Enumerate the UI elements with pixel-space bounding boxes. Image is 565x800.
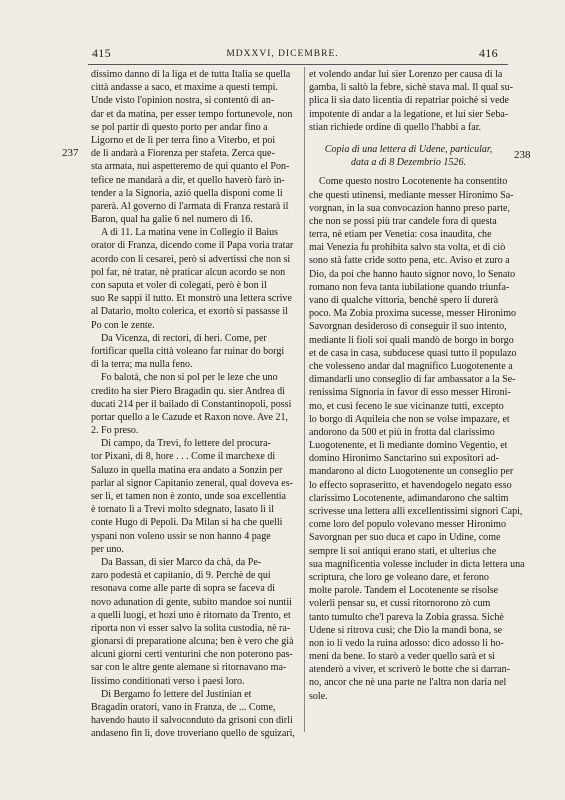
text-line: Bragadin oratori, vano in Franza, de ... Come, [91,702,276,713]
text-line: stian richiede ordine di quello l'habbi a far. [309,121,481,133]
text-line: havendo hauto il salvoconduto da grisoni con dirli [91,715,293,727]
text-line: poco. Ma Zobia proxima sucesse, messer Hironimo [309,308,517,320]
right-page-number: 416 [479,46,498,60]
column-divider [304,67,305,732]
text-line: mai Venezia fu prohibita salvo sta volta, et di ciò [309,242,506,254]
margin-number-right: 238 [514,149,531,161]
text-line: fortificar quella città voleano far ruinar do borgi [91,345,285,357]
margin-number-left: 237 [62,147,79,159]
text-line: tanto tumulto che'l pareva la Zobia grassa. Sichè [309,611,504,623]
text-line: che questi utinensi, mediante messer Hironimo Sa- [309,189,514,201]
text-line: dimandarli uno conseglio di far ambassator a la Se- [309,374,516,386]
text-line: tor Pixani, di 8, hore . . . Come il marchexe di [91,451,276,463]
text-line: mo, et cusì feceno le sue vicinanze tutti, excepto [309,400,504,412]
text-line: che non se possi più trar candele fora di questa [309,215,497,227]
text-line: sta armata, nui aspetteremo de qui quanto el Pon- [91,161,290,173]
text-line: Savorgnan per suo duca et capo in Udine, come [309,532,501,544]
text-line: non io li vedo la ruina adosso: dico adosso li ho- [309,637,504,649]
text-line: Dio, da poi che hanno hauto signor novo, lo Senato [309,268,516,280]
text-line: che volesseno andar dal magnifico Luogotenente a [309,360,513,372]
text-line: con saputa et voler di colegati, però è bon il [91,280,267,291]
text-line: plica li sia dato licentia di repatriar poichè si vede [309,95,510,107]
text-line: no, ancor che nè una parte ne l'altra non daria nel [309,677,507,689]
text-line: scriptura, che loro ge voleano dare, et ferono [309,571,489,583]
text-line: orator di Franza, dicendo come il Papa voria tratar [91,240,294,252]
text-line: renissima Signoria in favor di esso messer Hironi- [309,387,511,399]
text-line: dar et da matina, per esser tempo fortunevole, non [91,108,293,120]
text-line: et volendo andar lui sier Lorenzo per causa di la [309,69,503,80]
text-line: sono stà fatte cride sotto pena, etc. Aviso et zuro a [309,255,510,267]
text-line: Udene si ritrova cusì; che Dio la mandi bona, se [309,624,503,636]
text-line: Po con le zente. [91,319,155,331]
header-rule [88,64,508,65]
text-line: de lì andarà a Fiorenza per stafeta. Zerca que- [91,148,275,160]
text-line: lissimo conditionati verso i paesi loro. [91,675,245,687]
text-line: vorgnan, in la sua convocazion hanno preso parte, [309,202,510,214]
text-line: andaseno fin lì, dove troveriano quello de sguizari, [91,728,295,740]
text-line: dissimo danno di la liga et de tutta Italia se quella [91,69,291,80]
text-line: mandarono al dicto Luogotenente un conseglio per [309,466,514,478]
text-line: volerli pensar su, et cussì ritornorono zò cum [309,598,491,610]
text-line: zaro podestà et capitanio, di 9. Perchè de qui [91,570,271,582]
text-line: romano non feva tanta iubilatione quando triunfa- [309,281,510,293]
text-line: sole. [309,690,328,702]
text-line: come loro del populo volevano messer Hironimo [309,519,506,531]
text-line: vano di qualche vittoria, benchè spero li durerà [309,295,499,306]
text-line: domino Hironimo Sanctarino sui expositori ad- [309,453,500,465]
text-line: alcuni giorni certi venturini che non poterono pas- [91,649,293,661]
text-line: conte Hugo di Pepoli. Da Milan si ha che quelli [91,517,283,529]
text-line: sua magnificentia volesse includer in dicta lettera una [309,558,525,570]
text-line: al Datario, molto colerica, et exortò si passasse il [91,306,288,318]
text-line: novo adunation di gente, subito mandoe soi nuntii [91,596,292,608]
text-line: gamba, li saltò la febre, sichè stava mal. Il qual su- [309,82,513,94]
letter-heading-line: data a dì 8 Dezembrio 1526. [351,157,466,169]
text-line: resonava come alle parte di sopra se faceva di [91,583,276,595]
text-line: atenderò a viver, et scriverò le botte che si darran- [309,664,510,676]
text-line: Saluzo in quella matina era andato a Sonzin per [91,464,283,476]
text-line: ducati 214 per il bailado di Constantinopoli, possi [91,398,292,410]
text-line: meni da bene. Io starò a veder quello sarà et si [309,651,496,663]
letter-heading-line: Copia di una lettera di Udene, particular, [324,143,493,155]
text-line: a quelli luogi, et hozi uno è ritornato da Trento, et [91,609,291,621]
text-line: Baron, qual ha galie 6 nel numero di 16. [91,214,253,226]
text-line: yspani non voleno ussir se non hanno 4 page [91,530,271,542]
text-line: tender a la Signoria, azió quella disponi come li [91,187,283,199]
text-line: clarissimo Locotenente, adimandarono che saltim [309,492,509,504]
text-line: è tornato lì a Trevi molto sdegnato, lasato lì il [91,504,275,516]
text-line: lo borgo di Aquileia che non se volse impazare, et [309,413,510,425]
text-line: 2. Fo preso. [91,425,139,437]
text-line: Ligorno et de lì per terra fino a Viterbo, et poi [91,134,276,146]
text-line: terra, nè etiam per Venetia: cosa inaudita, che [309,229,492,241]
left-text-column [91,68,299,741]
text-line: riporta non vi esser salvo la solita custodia, nè ra- [91,622,291,634]
text-line: et de casa in casa, subducese quasi tutto il populazo [309,347,517,359]
text-line: pol far, nè tratar, nè praticar alcun acordo se non [91,266,286,278]
left-page-number: 415 [92,46,111,60]
text-line: gionarsi di preparatione alcuna; ben è vero che già [91,636,294,648]
text-line: Da Bassan, di sier Marco da chà, da Pe- [101,556,262,568]
text-line: suo Re sappi il tutto. Et monstrò una lettera scrive [91,293,292,305]
text-line: parlar al signor Capitanio zeneral, qual doveva es- [91,477,293,489]
text-line: scrivesse una lettera alli excellentissimi signori Capi, [309,506,523,517]
text-line: Unde visto l'opinion nostra, si contentò di an- [91,95,275,107]
text-line: Da Vicenza, di rectori, di heri. Come, per [101,332,267,344]
text-line: Savorgnan desideroso di conseguir il suo intento, [309,321,507,333]
text-line: Luogotenente, et lì mediante domino Vegentio, et [309,440,508,452]
text-line: Fo balotà, che non si pol per le leze che uno [101,372,278,384]
text-line: ser lì, et tamen non è zonto, unde soa excellentia [91,491,287,502]
text-line: se pol partir di questo porto per andar fino a [91,121,268,133]
text-line: andorono da 500 et più in frotta dal clarissimo [309,426,495,438]
text-line: credito ha sier Piero Bragadin qu. sier Andrea di [91,385,285,397]
running-title: MDXXVI, DICEMBRE. [226,49,339,59]
text-line: acordo con li cesarei, però si advertissi che non si [91,253,291,265]
text-line: Di campo, da Trevi, fo lettere del procura- [101,438,271,450]
text-line: città andasse a saco, et maxime a questi tempi. [91,82,278,94]
text-line: Di Bergamo fo lettere del Justinian et [101,688,252,700]
text-line: mediante li fioli soi quali mandò de borgo in borgo [309,334,514,346]
text-line: Come questo nostro Locotenente ha consentito [319,176,508,188]
text-line: sempre li soi antiqui erano stati, et ulterius che [309,545,497,557]
text-line: sar con le altre gente alemane si ritornavano ma- [91,662,287,674]
text-line: per uno. [91,543,124,555]
text-line: impotente di andar a la legatione, et lui sier Seba- [309,108,509,120]
text-line: lo effecto sopraseritto, et havendogelo negato esso [309,479,512,491]
text-line: A dì 11. La matina vene in Collegio il Baius [101,227,279,239]
text-line: portar quello a le Cazude et Raxon nove. Ave 21, [91,411,289,423]
text-line: tefice ne mandarà a dir, et quello haverò farò in- [91,174,285,186]
text-line: di la terra; ma nulla feno. [91,359,193,371]
text-line: parerà. Al governo di l'armata di Franza restarà il [91,200,289,212]
text-line: molte parole. Tandem el Locotenente se risolse [309,585,499,597]
